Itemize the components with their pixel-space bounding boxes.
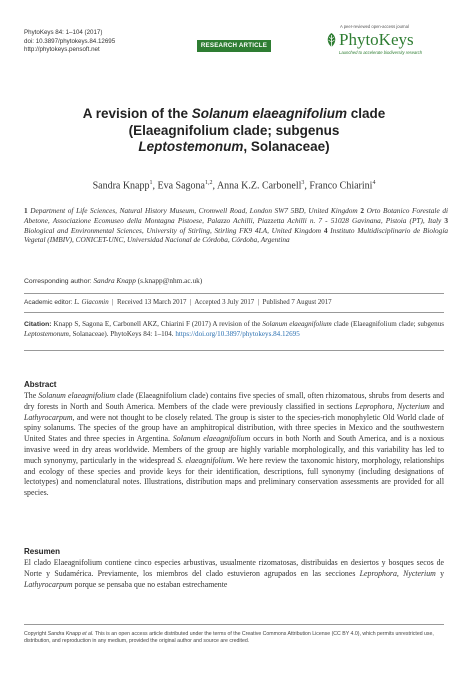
author-name: Sandra Knapp (92, 180, 150, 192)
abstract-italic: S. elaeagnifolium (177, 455, 233, 465)
citation-label: Citation: (24, 321, 52, 328)
journal-logo[interactable] (322, 24, 446, 62)
copyright-footer (24, 631, 444, 645)
abstract-italic: Lathyrocarpum (24, 412, 73, 422)
abstract-heading: Abstract (24, 380, 57, 389)
author-name: Eva Sagona (157, 180, 205, 192)
leaf-logo-icon (324, 32, 339, 50)
separator: | (108, 299, 117, 306)
affiliation-number: 1 (24, 206, 28, 215)
affiliation-text: Department of Life Sciences, Natural History Museum, Cromwell Road, London SW7 5BD, United Kingdom (27, 206, 361, 215)
logo-subtitle: Launched to accelerate biodiversity research (339, 50, 423, 55)
divider (24, 293, 444, 294)
title-text: clade (347, 106, 386, 121)
journal-header (24, 29, 115, 55)
citation-text: , Solanaceae). PhytoKeys 84: 1–104. (68, 329, 176, 338)
corresponding-author (24, 276, 448, 285)
resumen-text: y (435, 568, 444, 578)
received-date: Received 13 March 2017 (116, 299, 187, 306)
editor-name: L. Giacomin (74, 299, 109, 306)
citation-text: clade (Elaeagnifolium clade; subgenus (331, 320, 444, 328)
author-affiliation-marker: 4 (372, 180, 376, 186)
abstract-text: clade (Elaeagnifolium clade) contains five species of small, often rhizomatous, shrubs from deserts and dry forests in North and South America. Members of the clade were previously classified in sections (24, 391, 444, 411)
journal-citation-line: PhytoKeys 84: 1–104 (2017) (24, 29, 103, 36)
title-italic: Leptostemonum (138, 139, 244, 154)
copyright-text: Copyright (24, 631, 48, 637)
abstract-italic: Solanum elaeagnifolium (38, 391, 116, 400)
divider (24, 350, 444, 351)
logo-name: PhytoKeys (339, 30, 414, 49)
citation-italic: Leptostemonum (24, 329, 69, 338)
resumen-italic: Nycterium (403, 568, 436, 578)
affiliation-text: Biological and Environmental Sciences, University of Stirling, Stirling FK9 4LA, United Kingdom (24, 225, 324, 235)
author-affiliation-marker: 1 (149, 180, 153, 186)
abstract-text: . We here review the taxonomic history, morphology, relationships and ecology of these species and provide keys for their identification, descriptions, full synonymy (including designations of lectotypes) and nomenclatural notes. Illustrations, distribution maps and preliminary conservation assessments are provided for all species. (24, 455, 444, 498)
divider (24, 624, 444, 625)
citation-italic: Solanum elaeagnifolium (262, 320, 332, 328)
abstract-text: and (429, 401, 445, 411)
editor-label: Academic editor: (24, 299, 75, 306)
abstract-italic: Solanum elaeagnifolium (172, 434, 251, 444)
title-text: (Elaeagnifolium clade; subgenus (128, 122, 340, 138)
resumen-text: El clado Elaeagnifolium contiene cinco especies arbustivas, usualmente rizomatosas, distribuidas en desiertos y bosques secos de Norte y Sudamérica. Previamente, los miembros del clado estuvieron agrupados en las secciones (24, 558, 444, 578)
abstract-italic: Nycterium (397, 401, 430, 411)
article-title (40, 106, 428, 156)
corresponding-name: Sandra Knapp (93, 276, 136, 285)
author-list: Sandra Knapp$^1$, Eva Sagona$^{1,2}$, Anna K.Z. Carbonell$^3$, Franco Chiarini$^4$ (92, 180, 376, 192)
affiliations (24, 206, 448, 245)
resumen-heading: Resumen (24, 547, 61, 556)
divider (24, 312, 444, 313)
corresponding-email[interactable]: (s.knapp@nhm.ac.uk) (135, 276, 203, 285)
accepted-date: Accepted 3 July 2017 (194, 299, 255, 306)
affiliation-text: Instituto Multidisciplinario de Biología Vegetal (IMBIV), CONICET-UNC, Universidad Nacional de Córdoba, Córdoba, Argentina (24, 225, 448, 245)
resumen-text: porque se pensaba que no estaban estrechamente (72, 579, 228, 589)
abstract-italic: Leprophora (355, 401, 393, 411)
article-type-badge: RESEARCH ARTICLE (197, 40, 271, 52)
affiliation-number: 3 (444, 215, 448, 225)
journal-url[interactable]: http://phytokeys.pensoft.net (24, 46, 100, 54)
citation-text: Knapp S, Sagona E, Carbonell AKZ, Chiarini F (2017) A revision of the (51, 320, 263, 328)
resumen-italic: Leprophora (359, 568, 397, 578)
editorial-dates (24, 299, 448, 306)
title-text: A revision of the (82, 106, 192, 121)
abstract-body (24, 391, 444, 499)
citation-block (24, 320, 444, 340)
abstract-text: , and were not thought to be closely related. The group is sister to the species-rich monophyletic Old World clade of spiny solanums. The species of the group have an amphitropical distribution, with three species in Mexico and the southwestern United States and three species in Argentina. (24, 412, 444, 444)
doi-line[interactable]: doi: 10.3897/phytokeys.84.12695 (24, 37, 116, 45)
doi-link[interactable]: https://doi.org/10.3897/phytokeys.84.12695 (175, 329, 300, 338)
copyright-holder: Sandra Knapp et al. (47, 631, 94, 637)
separator: | (186, 299, 195, 306)
resumen-text: , (396, 568, 404, 578)
title-italic: Solanum elaeagnifolium (191, 106, 347, 121)
abstract-text: The (24, 391, 39, 400)
corresponding-label: Corresponding author: (24, 278, 94, 285)
resumen-body (24, 558, 444, 590)
affiliation-number: 4 (323, 225, 328, 235)
abstract-text: , (392, 401, 398, 411)
author-name: Anna K.Z. Carbonell (216, 180, 302, 192)
separator: | (254, 299, 263, 306)
author-affiliation-marker: 1,2 (205, 180, 213, 186)
abstract-text: occurs in both North and South America, and is a noxious invasive weed in dry areas worldwide. Members of the group are highly variable morphologically, and this variability has led to much synonymy, particularly in the widespread (24, 434, 444, 465)
author-affiliation-marker: 3 (301, 180, 305, 186)
affiliation-text: Orto Botanico Forestale di Abetone, Associazione Ecomuseo della Montagna Pistoese, Palazzo Achilli, Piazzetta Achilli n. 7 - 51028 Gavinana, Pistoia (PT), Italy (24, 206, 448, 225)
author-name: Franco Chiarini (309, 180, 373, 192)
published-date: Published 7 August 2017 (262, 299, 332, 306)
logo-tagline: A peer-reviewed open-access journal (340, 24, 409, 29)
affiliation-number: 2 (360, 206, 364, 215)
title-text: , Solanaceae) (243, 139, 330, 154)
copyright-text: This is an open access article distributed under the terms of the Creative Commons Attribution License (CC BY 4.0), which permits unrestricted use, distribution, and reproduction in any medium, provided the original author and source are credited. (24, 631, 434, 645)
resumen-italic: Lathyrocarpum (24, 579, 73, 589)
